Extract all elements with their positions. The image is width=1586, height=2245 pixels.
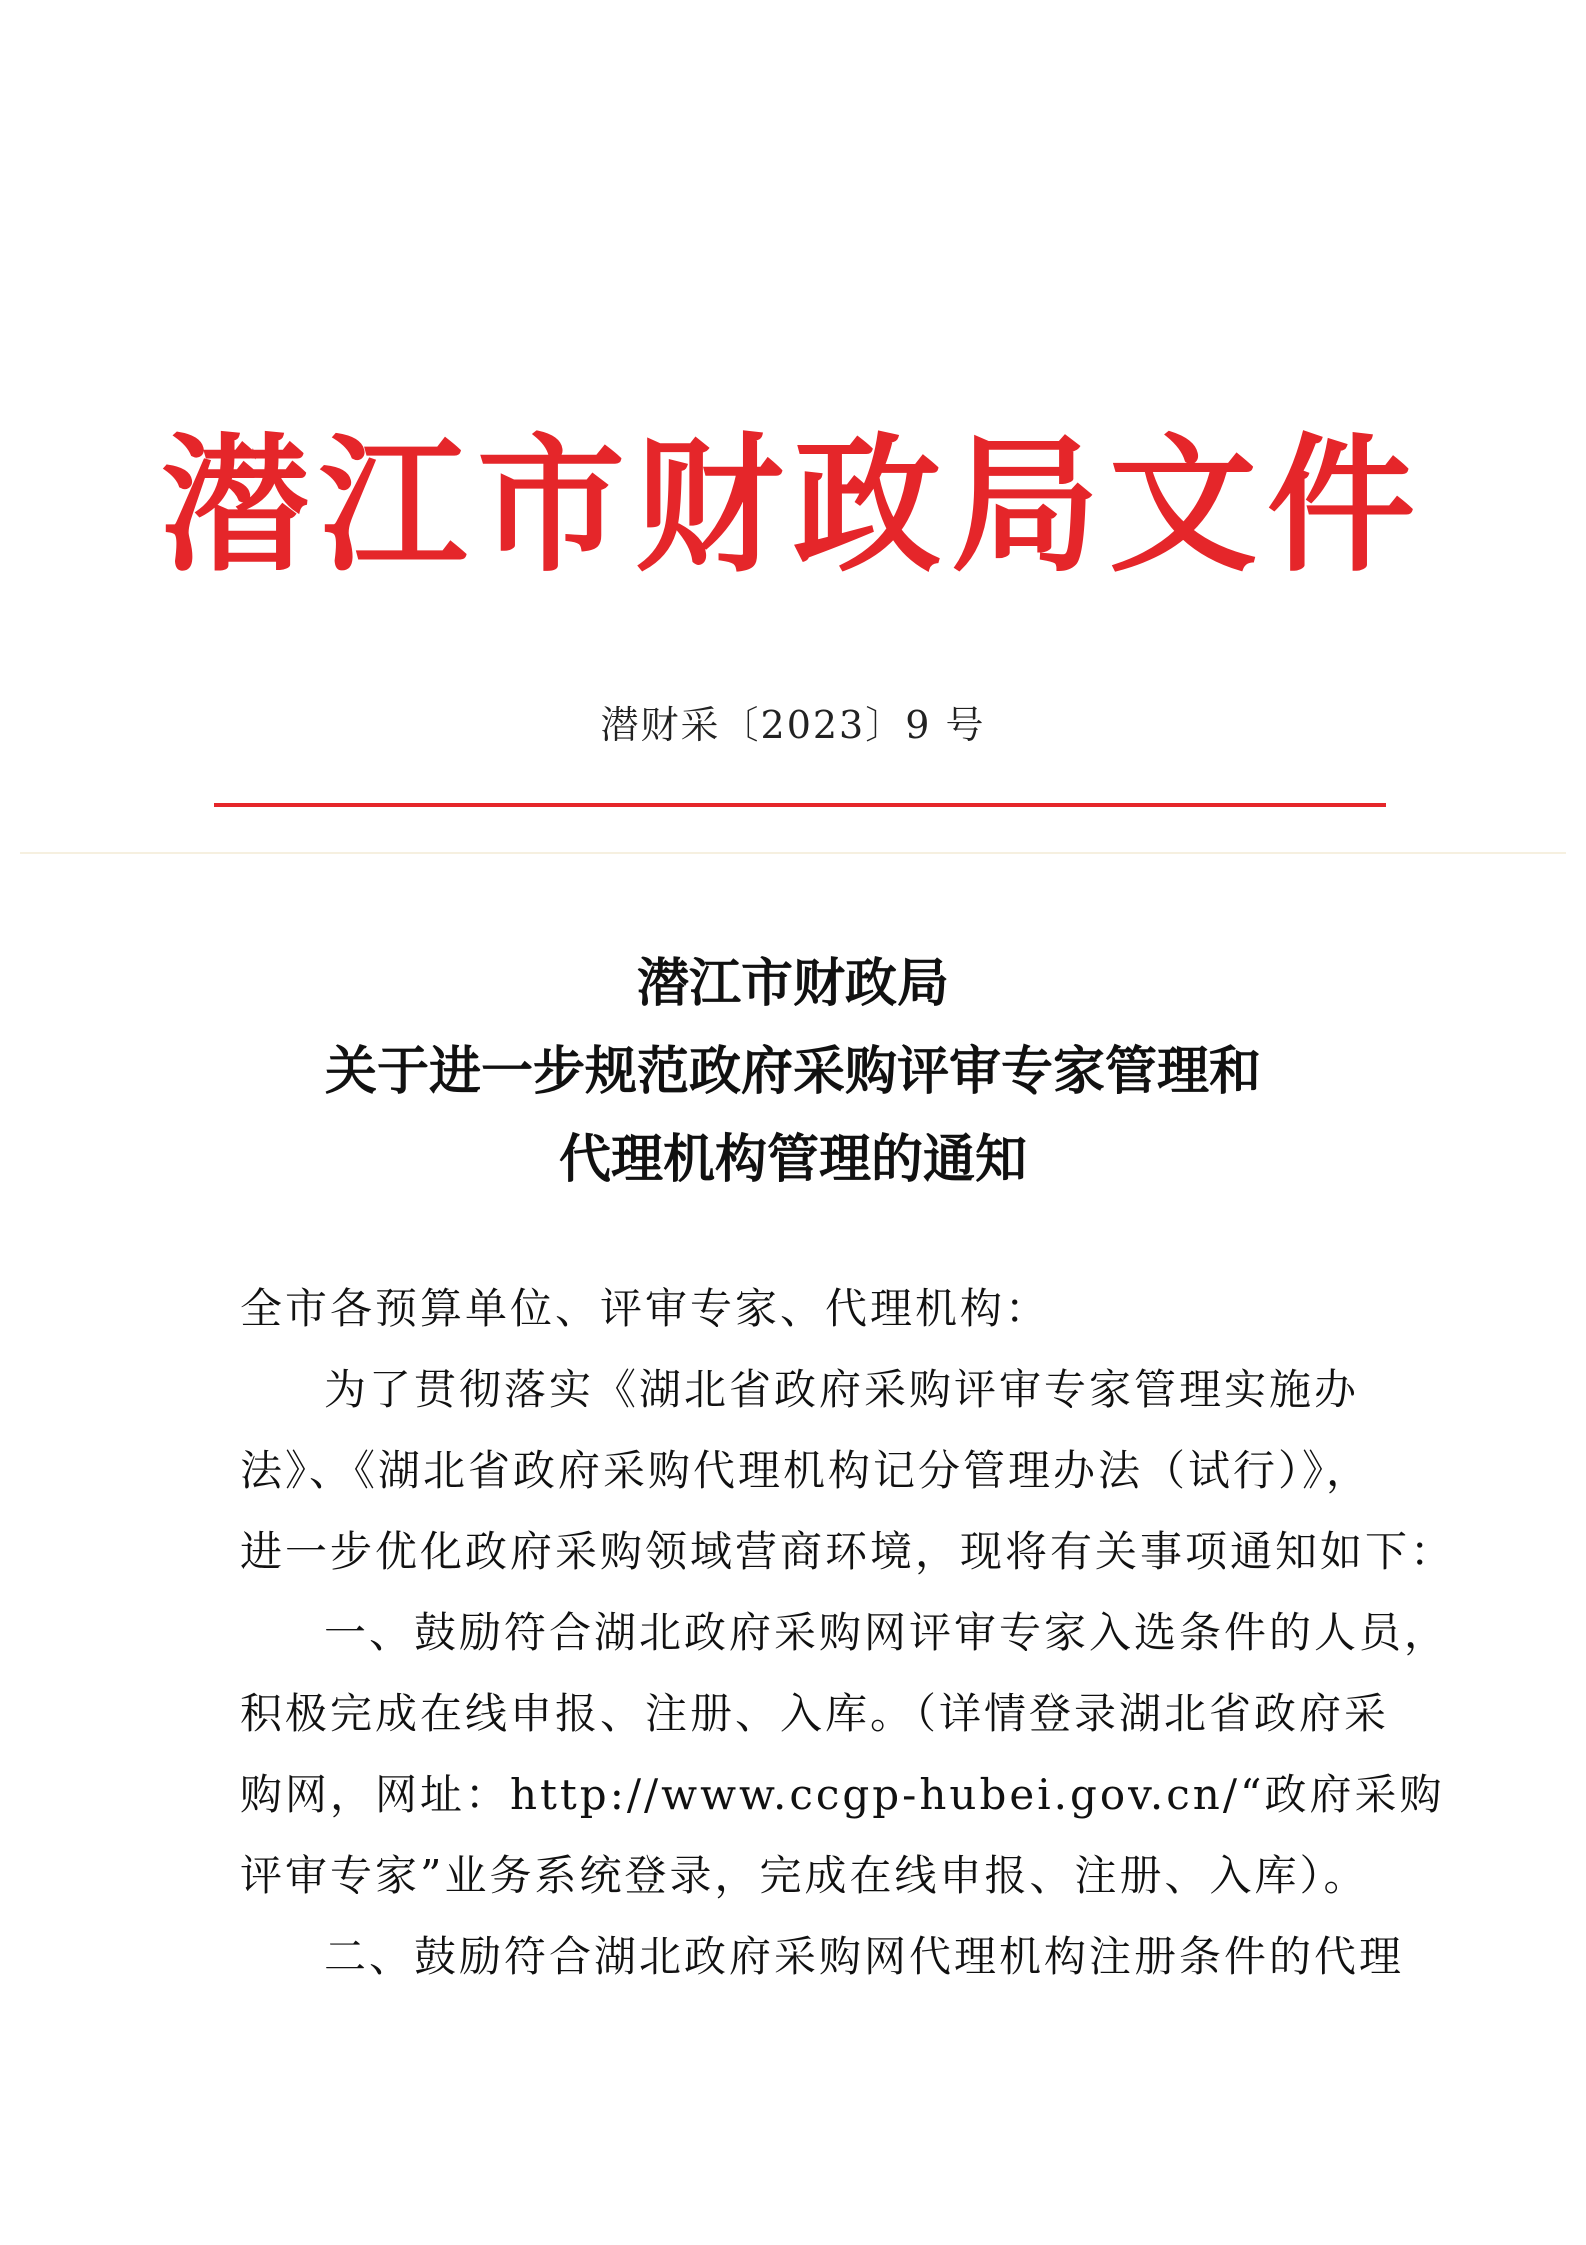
notice-body — [240, 1268, 1456, 1997]
red-divider-line — [214, 803, 1386, 807]
title-line-2: 关于进一步规范政府采购评审专家管理和 — [324, 1041, 1261, 1102]
body-line-7: 购网，网址：http://www.ccgp-hubei.gov.cn/“政府采购 — [240, 1770, 1445, 1819]
faint-divider-line — [20, 852, 1566, 854]
title-line-1: 潜江市财政局 — [636, 953, 949, 1014]
body-line-3: 法》、《湖北省政府采购代理机构记分管理办法（试行）》， — [240, 1446, 1372, 1495]
body-line-8: 评审专家”业务系统登录，完成在线申报、注册、入库）。 — [240, 1851, 1369, 1900]
body-line-4: 进一步优化政府采购领域营商环境，现将有关事项通知如下： — [240, 1527, 1456, 1576]
title-line-3: 代理机构管理的通知 — [558, 1129, 1027, 1190]
body-line-9: 二、鼓励符合湖北政府采购网代理机构注册条件的代理 — [324, 1932, 1405, 1981]
body-line-6: 积极完成在线申报、注册、入库。（详情登录湖北省政府采 — [240, 1689, 1390, 1738]
body-line-5: 一、鼓励符合湖北政府采购网评审专家入选条件的人员， — [324, 1608, 1450, 1657]
body-salutation: 全市各预算单位、评审专家、代理机构： — [240, 1284, 1051, 1333]
body-line-2: 为了贯彻落实《湖北省政府采购评审专家管理实施办 — [324, 1365, 1360, 1414]
document-number: 潜财采〔2023〕9 号 — [600, 703, 986, 747]
notice-title — [0, 940, 1586, 1204]
red-header-title: 潜江市财政局文件 — [161, 418, 1425, 592]
